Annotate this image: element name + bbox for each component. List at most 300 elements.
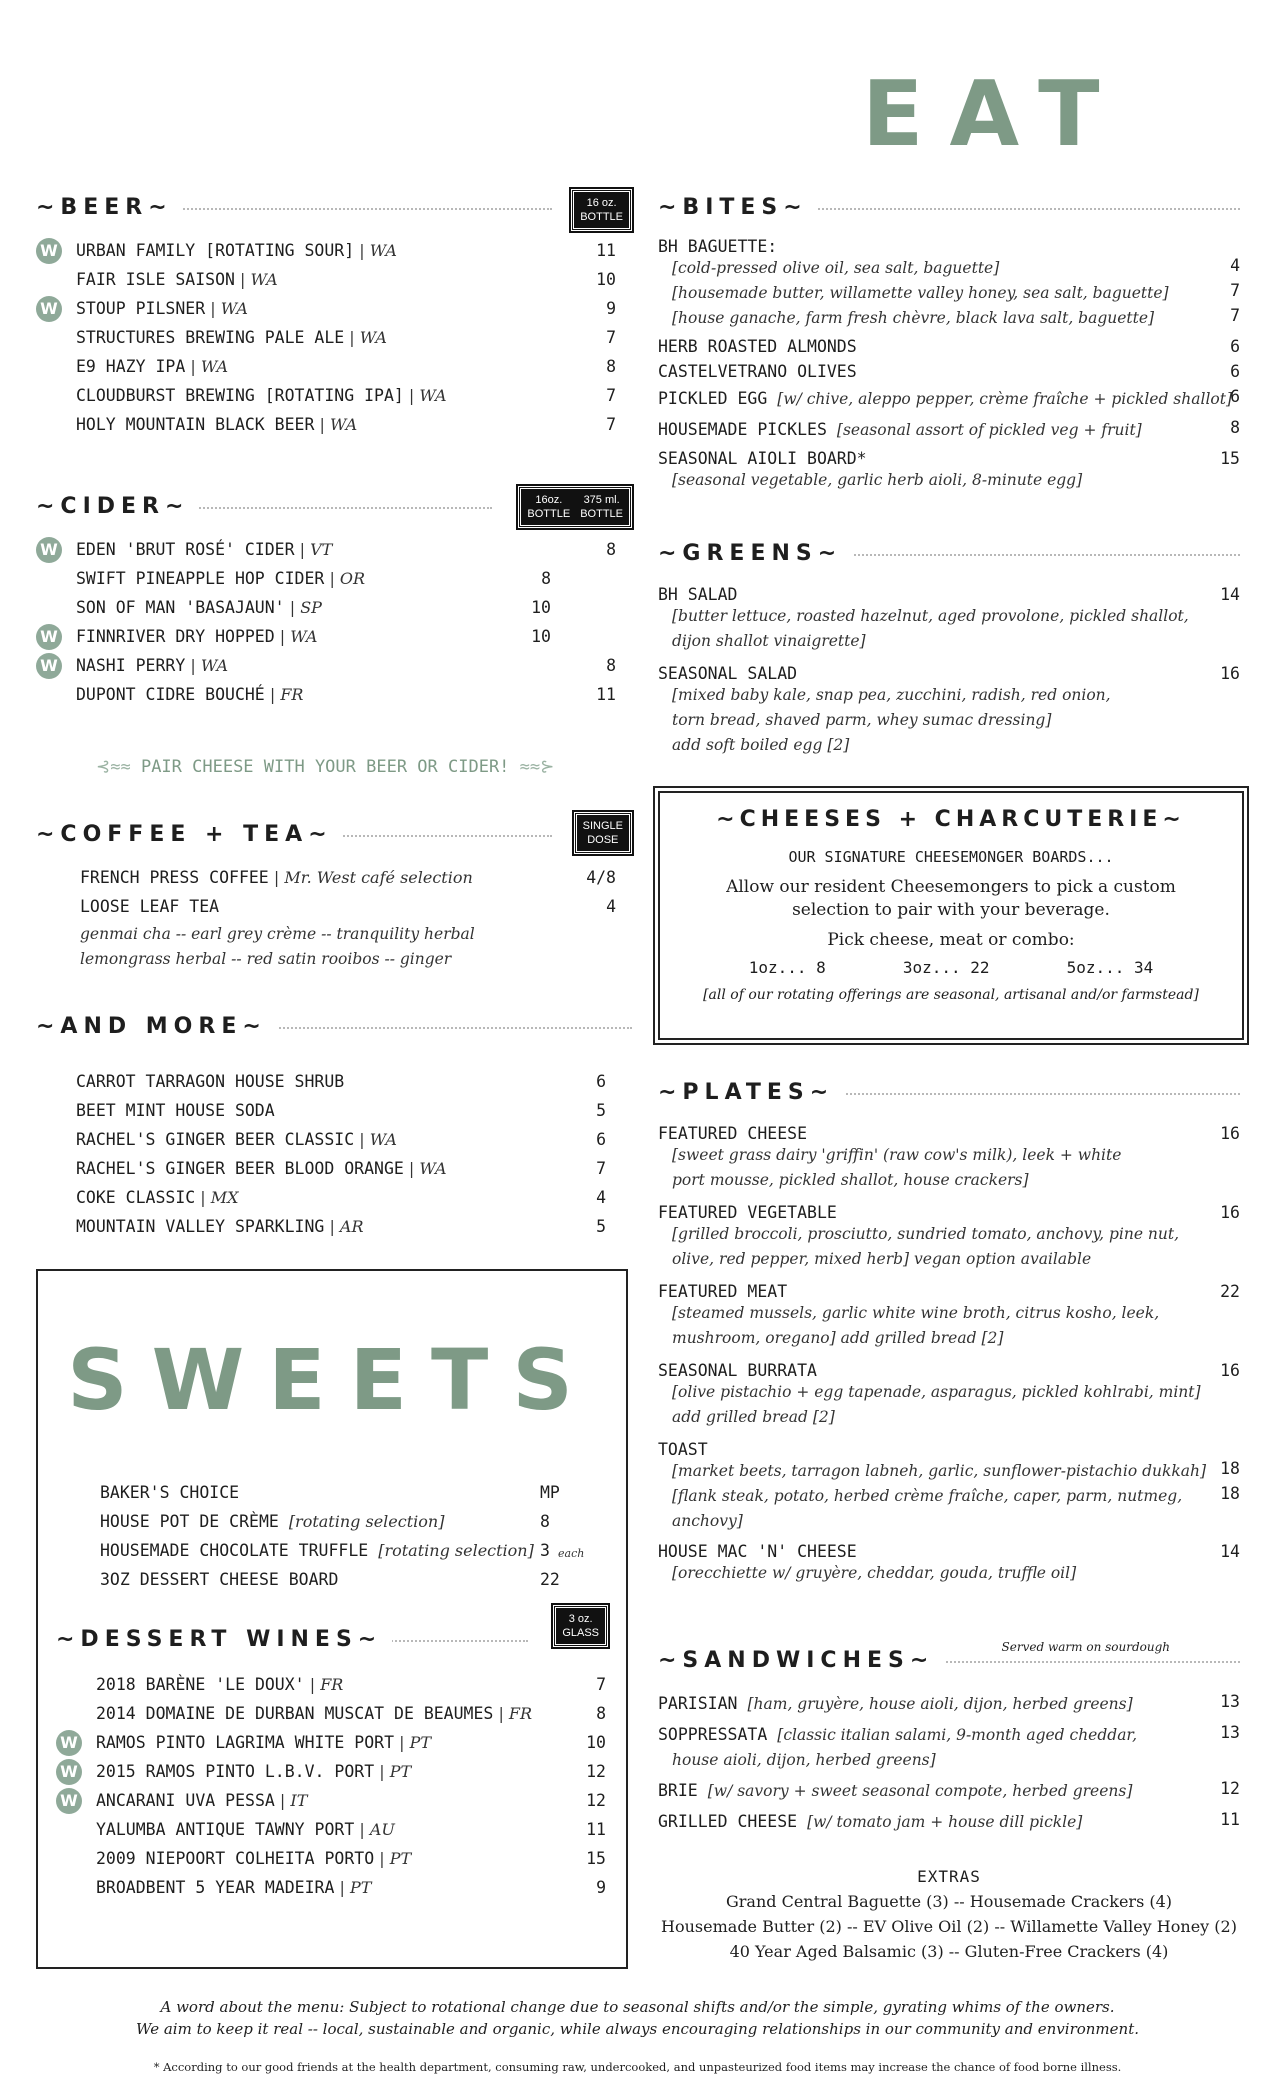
plates-price: 22 (1220, 1282, 1240, 1301)
dessert_wines-name (96, 1849, 411, 1868)
sandwich-head (658, 1692, 1240, 1717)
more-row (36, 1155, 632, 1184)
more-origin: MX (210, 1188, 239, 1207)
beer-name (76, 357, 228, 376)
more-price: 7 (596, 1159, 606, 1178)
separator: | (185, 357, 201, 376)
beer-origin: WA (419, 386, 447, 405)
sweets-row (100, 1479, 606, 1508)
plates-name: FEATURED VEGETABLE (658, 1203, 837, 1222)
bites-item (658, 418, 1240, 443)
sandwich-item (658, 1810, 1240, 1835)
plates-name: FEATURED MEAT (658, 1282, 788, 1301)
cider-name (76, 569, 365, 588)
toast-price: 18 (1220, 1459, 1240, 1478)
dessert_wines-row (56, 1816, 608, 1845)
beer-label: FAIR ISLE SAISON (76, 270, 235, 289)
dessert_wines-price: 10 (586, 1733, 606, 1752)
more-label: CARROT TARRAGON HOUSE SHRUB (76, 1072, 345, 1091)
beer-row (36, 237, 632, 266)
greens-price: 16 (1220, 664, 1240, 683)
w-circle-icon: W (36, 238, 62, 264)
pair-note: ⊰≈≈ PAIR CHEESE WITH YOUR BEER OR CIDER! ≈≈⊱ (96, 757, 555, 777)
eat-heading: EAT (862, 62, 1126, 167)
dessert_wines-row (56, 1758, 608, 1787)
dessert_wines-name (96, 1675, 343, 1694)
separator: | (374, 1849, 390, 1868)
w-circle-icon: W (36, 537, 62, 563)
separator: | (205, 299, 221, 318)
more-row (36, 1068, 632, 1097)
dessert_wines-price: 12 (586, 1791, 606, 1810)
beer-price: 7 (606, 415, 616, 434)
beer-label: HOLY MOUNTAIN BLACK BEER (76, 415, 315, 434)
more-name (76, 1130, 397, 1149)
toast-price: 18 (1220, 1484, 1240, 1503)
greens-price: 14 (1220, 585, 1240, 604)
cider-price: 10 (531, 598, 551, 617)
more-label: RACHEL'S GINGER BEER BLOOD ORANGE (76, 1159, 404, 1178)
baguette-price: 7 (1230, 281, 1240, 300)
dessert_wines-label: 2009 NIEPOORT COLHEITA PORTO (96, 1849, 375, 1868)
more-row (36, 1213, 632, 1242)
more-title: ~AND MORE~ (36, 1014, 632, 1044)
cider-price: 8 (606, 540, 616, 559)
sandwiches-section (658, 1640, 1240, 1841)
sandwich-head (658, 1723, 1240, 1748)
greens-desc: [butter lettuce, roasted hazelnut, aged provolone, pickled shallot, (672, 607, 1189, 625)
beer-name (76, 328, 387, 347)
beer-row (36, 411, 632, 440)
beer-price: 7 (606, 328, 616, 347)
beer-name (76, 270, 278, 289)
beer-price: 9 (606, 299, 616, 318)
dessert_wines-price: 15 (586, 1849, 606, 1868)
cider-origin: OR (339, 569, 366, 588)
w-circle-icon: W (36, 296, 62, 322)
beer-title: ~BEER~ (36, 195, 632, 225)
health-disclaimer: * According to our good friends at the health department, consuming raw, undercooked, and unpasteurized food items may increase the chance of food borne illness. (153, 2060, 1122, 2074)
bites-name: HOUSEMADE PICKLES (658, 420, 827, 439)
separator: | (354, 1130, 370, 1149)
cider-origin: VT (310, 540, 333, 559)
bites-name: HERB ROASTED ALMONDS (658, 337, 857, 356)
toast-desc: [flank steak, potato, herbed crème fraîche, caper, parm, nutmeg, anchovy] (672, 1487, 1183, 1530)
baguette-price: 4 (1230, 256, 1240, 275)
cider-label: SON OF MAN 'BASAJAUN' (76, 598, 285, 617)
dessert_wines-origin: PT (389, 1849, 412, 1868)
dessert_wines-label: 2014 DOMAINE DE DURBAN MUSCAT DE BEAUMES (96, 1704, 494, 1723)
sweets-price: MP (540, 1483, 560, 1502)
flourish-right-icon: ≈≈⊱ (509, 757, 555, 777)
beer-name (76, 299, 248, 318)
cider-label: FINNRIVER DRY HOPPED (76, 627, 275, 646)
beer-price: 10 (596, 270, 616, 289)
bites-head (658, 449, 1240, 468)
separator: | (394, 1733, 410, 1752)
sandwich-name: SOPPRESSATA (658, 1725, 768, 1744)
cider-row (36, 565, 632, 594)
separator: | (374, 1762, 390, 1781)
beer-origin: WA (220, 299, 248, 318)
toast-item: TOAST [market beets, tarragon labneh, garlic, sunflower-pistachio dukkah] 18 [flank steak, potato, herbed crème fraîche, caper, parm, nutmeg, anchovy] 18 (658, 1440, 1240, 1534)
bites-title: ~BITES~ (658, 195, 1240, 225)
plates-desc: port mousse, pickled shallot, house crackers] (672, 1171, 1029, 1189)
coffee-badge: SINGLE DOSE (574, 812, 632, 854)
separator: | (314, 415, 330, 434)
greens-item (658, 585, 1240, 654)
more-name (76, 1188, 239, 1207)
greens-desc: torn bread, shaved parm, whey sumac dressing] (672, 711, 1052, 729)
sandwich-item (658, 1779, 1240, 1804)
flourish-left-icon: ⊰≈≈ (96, 757, 141, 777)
cheeses-intro: Allow our resident Cheesemongers to pick a custom selection to pair with your beverage. (726, 877, 1176, 920)
beer-row (36, 382, 632, 411)
beer-price: 8 (606, 357, 616, 376)
dessert_wines-row (56, 1671, 608, 1700)
dessert_wines-origin: PT (389, 1762, 412, 1781)
separator: | (268, 868, 285, 887)
plates-desc: [olive pistachio + egg tapenade, asparagus, pickled kohlrabi, mint] (672, 1383, 1201, 1401)
sandwich-item (658, 1692, 1240, 1717)
baguette-option (658, 256, 1240, 281)
sweets-label: HOUSEMADE CHOCOLATE TRUFFLE (100, 1541, 369, 1560)
baguette-desc: [housemade butter, willamette valley honey, sea salt, baguette] (672, 284, 1169, 302)
more-origin: WA (369, 1130, 397, 1149)
separator: | (274, 1791, 291, 1810)
baguette-price: 7 (1230, 306, 1240, 325)
coffee-row (36, 893, 632, 922)
greens-item (658, 664, 1240, 758)
sandwich-name: PARISIAN (658, 1694, 738, 1713)
tea-list: genmai cha -- earl grey crème -- tranquility herbal lemongrass herbal -- red satin rooibos -- ginger (80, 925, 475, 968)
bites-item (658, 387, 1240, 412)
sweets-name (100, 1541, 534, 1560)
cheeses-foot: [all of our rotating offerings are seasonal, artisanal and/or farmstead] (703, 987, 1199, 1003)
plates-item (658, 1124, 1240, 1193)
cider-row (36, 594, 632, 623)
plates-item (658, 1361, 1240, 1430)
bites-inline: [seasonal assort of pickled veg + fruit] (836, 421, 1142, 439)
dessert_wines-name (96, 1791, 307, 1810)
more-name (76, 1072, 344, 1091)
sandwich-inline: [w/ savory + sweet seasonal compote, herbed greens] (707, 1782, 1133, 1800)
plates-desc: [sweet grass dairy 'griffin' (raw cow's milk), leek + white (672, 1146, 1122, 1164)
dessert_wines-price: 8 (596, 1704, 606, 1723)
sweets-name (100, 1512, 444, 1531)
bites-name: PICKLED EGG (658, 389, 768, 408)
plates-item (658, 1282, 1240, 1351)
dessert_wines-name (96, 1762, 411, 1781)
sandwich-name: GRILLED CHEESE (658, 1812, 798, 1831)
coffee-title: ~COFFEE + TEA~ (36, 822, 632, 852)
plates-desc: olive, red pepper, mixed herb] vegan option available (672, 1250, 1092, 1268)
sandwiches-title: ~SANDWICHES~ (658, 1648, 1240, 1678)
sweets-row (100, 1537, 606, 1566)
sandwich-item (658, 1723, 1240, 1773)
sweets-label: BAKER'S CHOICE (100, 1483, 240, 1502)
plates-title: ~PLATES~ (658, 1080, 1240, 1110)
beer-row (36, 266, 632, 295)
bites-name: CASTELVETRANO OLIVES (658, 362, 857, 381)
dessert_wines-row (56, 1845, 608, 1874)
dessert_wines-origin: FR (320, 1675, 344, 1694)
separator: | (304, 1675, 321, 1694)
plates-item (658, 1203, 1240, 1272)
w-circle-icon: W (36, 624, 62, 650)
dessert_wines-row (56, 1700, 608, 1729)
bites-desc: [seasonal vegetable, garlic herb aioli, 8-minute egg] (672, 471, 1083, 489)
dessert_wines-name (96, 1820, 395, 1839)
cider-price: 8 (541, 569, 551, 588)
bites-price: 8 (1230, 418, 1240, 437)
more-price: 5 (596, 1101, 606, 1120)
dessert_wines-row (56, 1729, 608, 1758)
cider-badge: 16oz. BOTTLE 375 ml. BOTTLE (518, 486, 632, 528)
beer-row (36, 353, 632, 382)
baguette-desc: [house ganache, farm fresh chèvre, black lava salt, baguette] (672, 309, 1155, 327)
separator: | (334, 1878, 350, 1897)
separator: | (264, 685, 281, 704)
sandwich-inline: [classic italian salami, 9-month aged cheddar, (777, 1726, 1138, 1744)
separator: | (354, 241, 370, 260)
w-circle-icon: W (56, 1730, 82, 1756)
plates-name: SEASONAL BURRATA (658, 1361, 817, 1380)
beer-label: CLOUDBURST BREWING [ROTATING IPA] (76, 386, 404, 405)
plates-price: 16 (1220, 1361, 1240, 1380)
dessert_wines-row (56, 1787, 608, 1816)
cheeses-sizes: 1oz... 8 3oz... 22 5oz... 34 (748, 958, 1154, 977)
toast-option (658, 1484, 1240, 1534)
sweets-title: SWEETS (67, 1331, 597, 1429)
coffee-price: 4 (606, 897, 616, 916)
bites-inline: [w/ chive, aleppo pepper, crème fraîche + pickled shallot] (777, 390, 1233, 408)
coffee-name (80, 897, 219, 916)
cider-origin: FR (280, 685, 304, 704)
extras: EXTRAS Grand Central Baguette (3) -- Housemade Crackers (4) Housemade Butter (2) -- EV Olive Oil (2) -- Willamette Valley Honey (2) 40 Year Aged Balsamic (3) -- Gluten-Free Crackers (4) (661, 1867, 1237, 1961)
bites-head (658, 362, 1240, 381)
more-row (36, 1097, 632, 1126)
sweets-row (100, 1508, 606, 1537)
coffee-section (36, 822, 632, 972)
beer-label: STRUCTURES BREWING PALE ALE (76, 328, 345, 347)
beer-origin: WA (200, 357, 229, 376)
more-label: RACHEL'S GINGER BEER CLASSIC (76, 1130, 355, 1149)
dessert_wines-price: 7 (596, 1675, 606, 1694)
sandwich-head (658, 1810, 1240, 1835)
dessert_wines-price: 12 (586, 1762, 606, 1781)
plates-desc: mushroom, oregano] add grilled bread [2] (672, 1329, 1004, 1347)
coffee-name (80, 868, 473, 887)
dessert_wines-label: YALUMBA ANTIQUE TAWNY PORT (96, 1820, 355, 1839)
sandwich-inline: [w/ tomato jam + house dill pickle] (807, 1813, 1083, 1831)
separator: | (195, 1188, 211, 1207)
coffee-label: FRENCH PRESS COFFEE (80, 868, 269, 887)
separator: | (234, 270, 251, 289)
separator: | (284, 598, 301, 617)
cider-row (36, 623, 632, 652)
bites-head (658, 337, 1240, 356)
dessert-wines-title: ~DESSERT WINES~ (56, 1627, 608, 1657)
cheeses-title: ~CHEESES + CHARCUTERIE~ (716, 807, 1186, 832)
mac-item: HOUSE MAC 'N' CHEESE 14 [orecchiette w/ gruyère, cheddar, gouda, truffle oil] (658, 1542, 1240, 1582)
more-price: 5 (596, 1217, 606, 1236)
sandwich-price: 13 (1220, 1723, 1240, 1742)
beer-section (36, 195, 632, 440)
separator: | (403, 1159, 420, 1178)
beer-origin: WA (359, 328, 387, 347)
bites-price: 15 (1220, 449, 1240, 468)
cider-price: 10 (531, 627, 551, 646)
more-label: MOUNTAIN VALLEY SPARKLING (76, 1217, 325, 1236)
cider-name (76, 540, 332, 559)
sandwich-desc: house aioli, dijon, herbed greens] (672, 1751, 936, 1769)
cider-origin: SP (300, 598, 322, 617)
sandwich-price: 13 (1220, 1692, 1240, 1711)
dessert_wines-origin: FR (508, 1704, 533, 1723)
separator: | (493, 1704, 509, 1723)
baguette-option (658, 306, 1240, 331)
more-name (76, 1101, 275, 1120)
dessert_wines-name (96, 1878, 371, 1897)
cider-label: DUPONT CIDRE BOUCHÉ (76, 685, 265, 704)
bites-price: 6 (1230, 387, 1240, 406)
beer-name (76, 386, 447, 405)
coffee-label: LOOSE LEAF TEA (80, 897, 220, 916)
cider-label: EDEN 'BRUT ROSÉ' CIDER (76, 540, 295, 559)
bites-head (658, 387, 1240, 412)
sweets-row (100, 1566, 606, 1595)
dessert-wines-badge: 3 oz. GLASS (553, 1605, 608, 1647)
separator: | (294, 540, 311, 559)
sandwich-price: 12 (1220, 1779, 1240, 1798)
more-origin: WA (419, 1159, 447, 1178)
dessert_wines-row (56, 1874, 608, 1903)
greens-desc: add soft boiled egg [2] (672, 736, 850, 754)
bites-price: 6 (1230, 337, 1240, 356)
beer-price: 7 (606, 386, 616, 405)
sweets-note: [rotating selection] (378, 1541, 534, 1560)
footer-note: A word about the menu: Subject to rotational change due to seasonal shifts and/or the simple, gyrating whims of the owners. We aim to keep it real -- local, sustainable and organic, while always encouraging relationships in our community and environment. (136, 1998, 1139, 2038)
cider-origin: WA (200, 656, 229, 675)
greens-section (658, 541, 1240, 768)
coffee-note: Mr. West café selection (284, 868, 473, 887)
cheeses-pick: Pick cheese, meat or combo: (827, 930, 1075, 950)
plates-desc: [grilled broccoli, prosciutto, sundried tomato, anchovy, pine nut, (672, 1225, 1180, 1243)
cider-section (36, 494, 632, 710)
beer-row (36, 295, 632, 324)
bites-name: SEASONAL AIOLI BOARD* (658, 449, 867, 468)
more-name (76, 1217, 364, 1236)
sweets-name (100, 1570, 338, 1589)
more-price: 4 (596, 1188, 606, 1207)
dessert_wines-name (96, 1733, 431, 1752)
dessert_wines-label: ANCARANI UVA PESSA (96, 1791, 275, 1810)
sweets-name (100, 1483, 239, 1502)
dessert_wines-label: 2015 RAMOS PINTO L.B.V. PORT (96, 1762, 375, 1781)
beer-origin: WA (369, 241, 397, 260)
plates-desc: [steamed mussels, garlic white wine broth, citrus kosho, leek, (672, 1304, 1160, 1322)
sweets-label: HOUSE POT DE CRÈME (100, 1512, 279, 1531)
coffee-price: 4/8 (586, 868, 616, 887)
bites-item (658, 449, 1240, 493)
beer-name (76, 415, 357, 434)
beer-origin: WA (250, 270, 278, 289)
sweets-note: [rotating selection] (288, 1512, 445, 1531)
more-price: 6 (596, 1072, 606, 1091)
greens-desc: dijon shallot vinaigrette] (672, 632, 866, 650)
sweets-price: 3 (540, 1541, 550, 1560)
w-circle-icon: W (56, 1759, 82, 1785)
bites-item (658, 337, 1240, 356)
greens-name: SEASONAL SALAD (658, 664, 798, 683)
beer-label: URBAN FAMILY [ROTATING SOUR] (76, 241, 355, 260)
separator: | (324, 1217, 340, 1236)
dessert_wines-label: RAMOS PINTO LAGRIMA WHITE PORT (96, 1733, 395, 1752)
coffee-row (36, 864, 632, 893)
cider-row (36, 681, 632, 710)
dessert_wines-origin: IT (290, 1791, 308, 1810)
sandwich-inline: [ham, gruyère, house aioli, dijon, herbed greens] (747, 1695, 1133, 1713)
sandwiches-note: Served warm on sourdough (1001, 1640, 1170, 1654)
cheeses-box (658, 791, 1244, 1040)
plates-section (658, 1080, 1240, 1586)
more-price: 6 (596, 1130, 606, 1149)
cider-origin: WA (290, 627, 318, 646)
cider-name (76, 656, 228, 675)
beer-row (36, 324, 632, 353)
separator: | (354, 1820, 370, 1839)
baguette-option (658, 281, 1240, 306)
sandwich-price: 11 (1220, 1810, 1240, 1829)
toast-desc: [market beets, tarragon labneh, garlic, sunflower-pistachio dukkah] (672, 1462, 1207, 1480)
dessert_wines-origin: PT (409, 1733, 432, 1752)
dessert_wines-price: 9 (596, 1878, 606, 1897)
more-name (76, 1159, 447, 1178)
baguette-item: BH BAGUETTE: [cold-pressed olive oil, sea salt, baguette] 4 [housemade butter, willamette valley honey, sea salt, baguette] 7 [house ganache, farm fresh chèvre, black lava salt, baguette] 7 (658, 237, 1240, 331)
cider-row (36, 652, 632, 681)
greens-title: ~GREENS~ (658, 541, 1240, 571)
sweets-label: 3OZ DESSERT CHEESE BOARD (100, 1570, 339, 1589)
separator: | (324, 569, 340, 588)
bites-price: 6 (1230, 362, 1240, 381)
plates-price: 16 (1220, 1124, 1240, 1143)
greens-desc: [mixed baby kale, snap pea, zucchini, radish, red onion, (672, 686, 1111, 704)
beer-name (76, 241, 397, 260)
separator: | (344, 328, 360, 347)
sweets-box (36, 1269, 628, 1969)
dessert_wines-label: 2018 BARÈNE 'LE DOUX' (96, 1675, 305, 1694)
dessert_wines-name (96, 1704, 532, 1723)
beer-badge: 16 oz. BOTTLE (571, 189, 632, 231)
sweets-price: 22 (540, 1570, 560, 1589)
more-section (36, 1014, 632, 1242)
dessert_wines-origin: AU (369, 1820, 395, 1839)
separator: | (274, 627, 291, 646)
more-row (36, 1184, 632, 1213)
toast-option (658, 1459, 1240, 1484)
bites-head (658, 418, 1240, 443)
separator: | (185, 656, 201, 675)
separator: | (403, 386, 420, 405)
beer-price: 11 (596, 241, 616, 260)
more-label: COKE CLASSIC (76, 1188, 196, 1207)
plates-price: 16 (1220, 1203, 1240, 1222)
cider-label: NASHI PERRY (76, 656, 186, 675)
more-origin: AR (339, 1217, 364, 1236)
w-circle-icon: W (36, 653, 62, 679)
cider-name (76, 598, 322, 617)
